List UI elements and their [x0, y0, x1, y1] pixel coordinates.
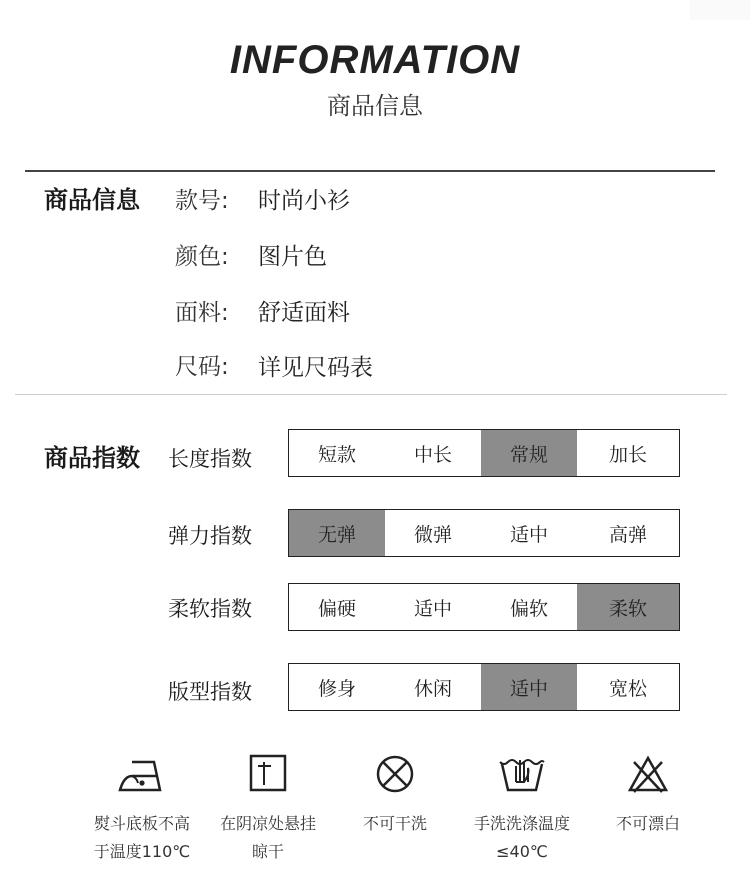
elasticity-scale	[288, 509, 680, 557]
no-bleach-icon	[620, 752, 676, 796]
index-label-softness: 柔软指数	[168, 597, 252, 621]
page-title: INFORMATION	[229, 38, 521, 82]
index-label-length: 长度指数	[168, 447, 252, 471]
care-text-line: 不可干洗	[362, 814, 427, 833]
divider	[25, 170, 715, 172]
info-value-color: 图片色	[258, 244, 327, 270]
index-label-elasticity: 弹力指数	[168, 524, 252, 548]
scale-option: 适中	[413, 597, 452, 620]
product-info-title: 商品信息	[44, 186, 140, 214]
care-item-no-bleach	[573, 752, 723, 838]
iron-icon	[114, 752, 170, 796]
info-value-fabric: 舒适面料	[258, 300, 350, 326]
scale-option: 柔软	[577, 584, 679, 630]
scale-option: 无弹	[289, 510, 385, 556]
scale-option: 休闲	[413, 677, 452, 700]
info-key-color: 颜色:	[175, 244, 229, 270]
index-label-fit: 版型指数	[168, 680, 252, 704]
scale-option: 偏软	[509, 597, 548, 620]
softness-scale	[288, 583, 680, 631]
no-dry-clean-icon	[367, 752, 423, 796]
care-text-line: 熨斗底板不高	[93, 814, 190, 833]
info-key-style: 款号:	[175, 188, 229, 214]
scale-option: 适中	[509, 523, 548, 546]
care-text-line: 晾干	[251, 842, 284, 861]
scale-option: 微弹	[413, 523, 452, 546]
scale-option: 偏硬	[317, 597, 356, 620]
scale-option: 高弹	[608, 523, 647, 546]
divider	[15, 394, 727, 395]
length-scale	[288, 429, 680, 477]
info-key-fabric: 面料:	[175, 300, 229, 326]
scale-option: 适中	[481, 664, 577, 710]
scale-option: 中长	[413, 443, 452, 466]
care-text-line: 在阴凉处悬挂	[219, 814, 316, 833]
indices-title: 商品指数	[44, 444, 140, 472]
scale-option: 短款	[317, 443, 356, 466]
hand-wash-icon	[494, 752, 550, 796]
care-text-line: ≤40℃	[496, 842, 548, 861]
care-text-line: 不可漂白	[615, 814, 680, 833]
page-subtitle: 商品信息	[327, 92, 423, 120]
care-text-line: 手洗洗涤温度	[473, 814, 570, 833]
drip-dry-icon	[240, 752, 296, 796]
scale-option: 宽松	[608, 677, 647, 700]
info-value-style: 时尚小衫	[258, 188, 350, 214]
info-value-size: 详见尺码表	[258, 355, 373, 381]
care-text-line: 于温度110℃	[93, 842, 191, 861]
fit-scale	[288, 663, 680, 711]
info-key-size: 尺码:	[175, 354, 229, 380]
scale-option: 加长	[608, 443, 647, 466]
scale-option: 常规	[481, 430, 577, 476]
corner-decoration	[690, 0, 750, 20]
scale-option: 修身	[317, 677, 356, 700]
